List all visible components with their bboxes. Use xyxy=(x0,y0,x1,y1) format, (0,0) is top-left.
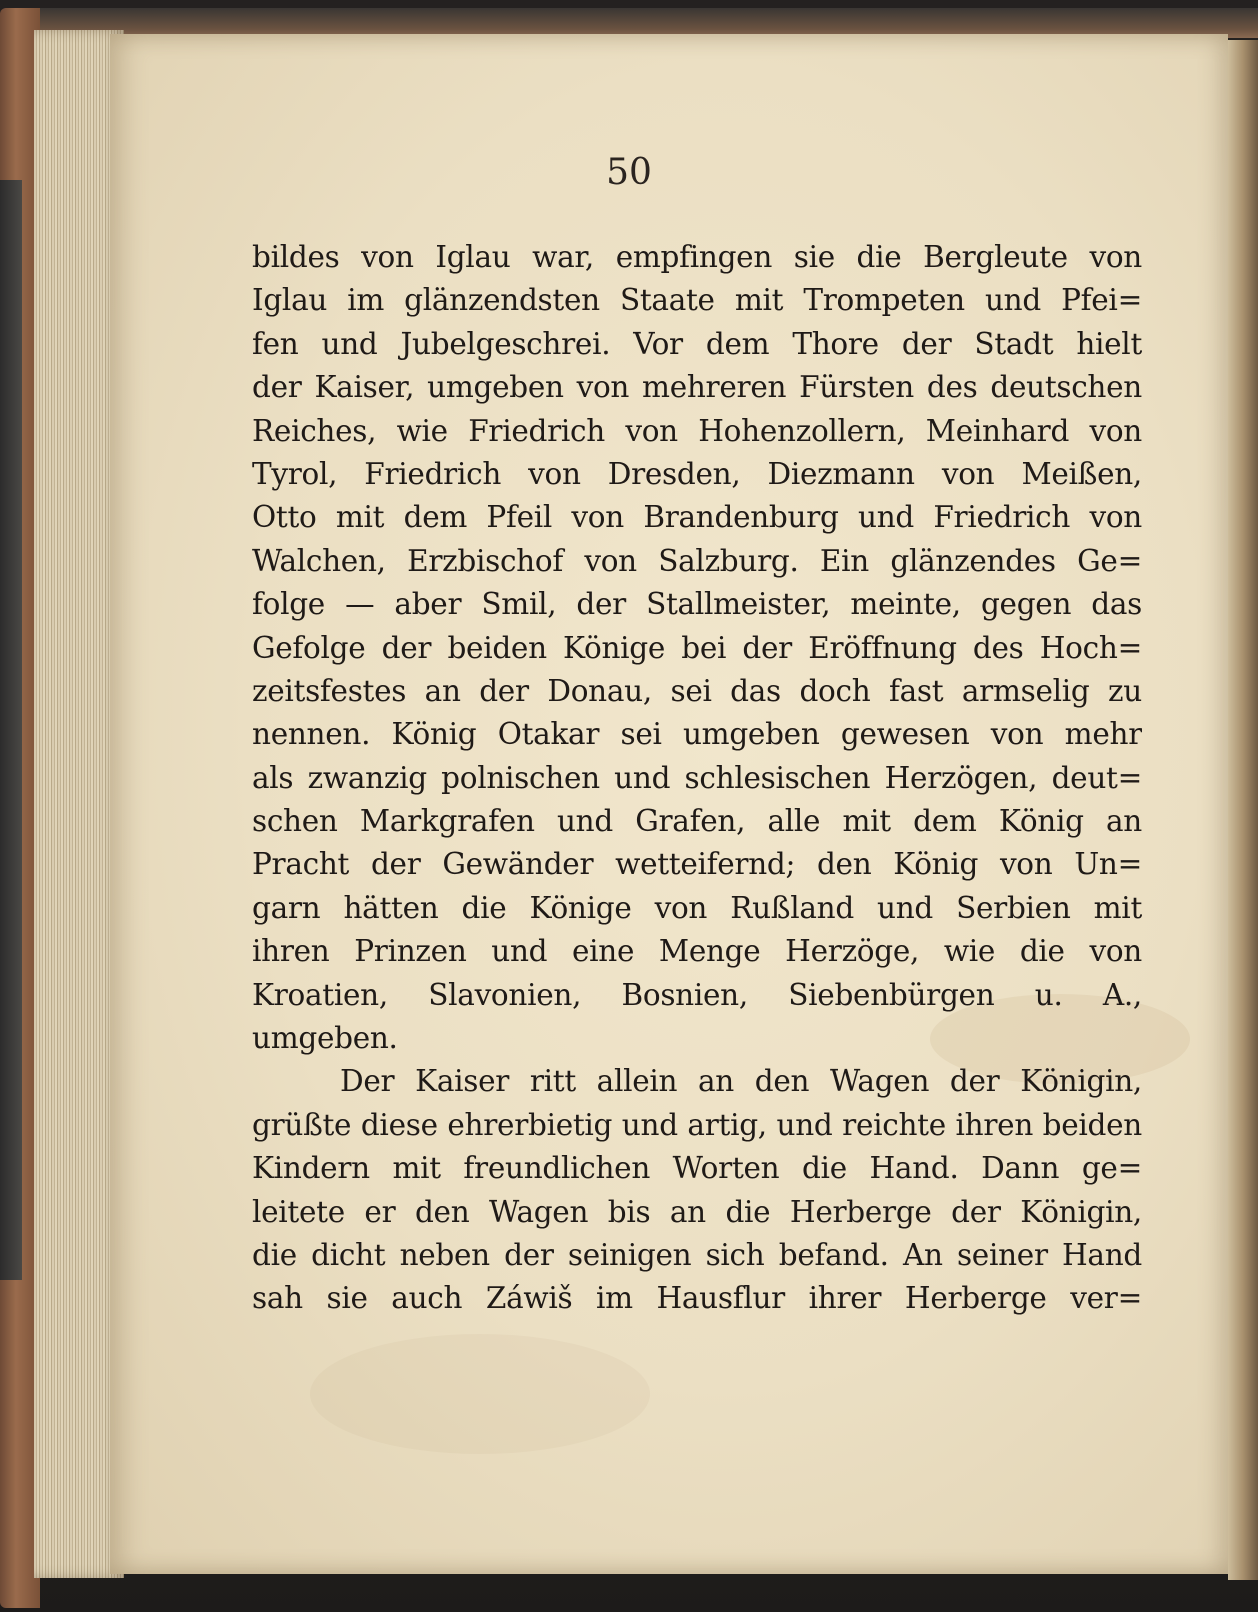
text-line: Tyrol, Friedrich von Dresden, Diezmann von Meißen, xyxy=(252,456,1142,491)
text-line: Kroatien, Slavonien, Bosnien, Siebenbürgen u. A., xyxy=(252,977,1142,1012)
text-line: ihren Prinzen und eine Menge Herzöge, wie die von xyxy=(252,934,1142,969)
text-line: fen und Jubelgeschrei. Vor dem Thore der Stadt hielt xyxy=(252,326,1142,361)
text-line: Reiches, wie Friedrich von Hohenzollern, Meinhard von xyxy=(252,413,1142,448)
page-number: 50 xyxy=(606,152,652,193)
text-line: folge — aber Smil, der Stallmeister, meinte, gegen das xyxy=(252,587,1142,622)
text-line: bildes von Iglau war, empfingen sie die Bergleute von xyxy=(252,240,1142,274)
text-line: Gefolge der beiden Könige bei der Eröffnung des Hoch= xyxy=(252,630,1142,665)
paper-stain xyxy=(310,1334,650,1454)
page-right-edge xyxy=(1228,40,1258,1580)
text-line: als zwanzig polnischen und schlesischen Herzögen, deut= xyxy=(252,760,1142,795)
text-line: Pracht der Gewänder wetteifernd; den König von Un= xyxy=(252,847,1142,882)
text-line: Der Kaiser ritt allein an den Wagen der Königin, xyxy=(340,1064,1142,1099)
text-line: die dicht neben der seinigen sich befand. An seiner Hand xyxy=(252,1237,1142,1272)
text-line: grüßte diese ehrerbietig und artig, und reichte ihren beiden xyxy=(252,1107,1142,1142)
text-line: garn hätten die Könige von Rußland und Serbien mit xyxy=(252,890,1142,925)
body-text xyxy=(252,236,1142,1321)
text-line: Kindern mit freundlichen Worten die Hand. Dann ge= xyxy=(252,1151,1142,1186)
text-line: Otto mit dem Pfeil von Brandenburg und Friedrich von xyxy=(252,500,1142,535)
text-line: nennen. König Otakar sei umgeben gewesen von mehr xyxy=(252,717,1142,752)
text-line: Iglau im glänzendsten Staate mit Trompeten und Pfei= xyxy=(252,283,1142,318)
text-line: Walchen, Erzbischof von Salzburg. Ein glänzendes Ge= xyxy=(252,543,1142,578)
book-spine-shadow xyxy=(0,180,22,1280)
text-line: umgeben. xyxy=(252,1021,398,1056)
text-line: der Kaiser, umgeben von mehreren Fürsten des deutschen xyxy=(252,370,1142,405)
text-line: leitete er den Wagen bis an die Herberge der Königin, xyxy=(252,1194,1142,1229)
text-line: schen Markgrafen und Grafen, alle mit dem König an xyxy=(252,804,1142,839)
text-line: sah sie auch Záwiš im Hausflur ihrer Herberge ver= xyxy=(252,1281,1142,1316)
text-line: zeitsfestes an der Donau, sei das doch fast armselig zu xyxy=(252,673,1142,708)
